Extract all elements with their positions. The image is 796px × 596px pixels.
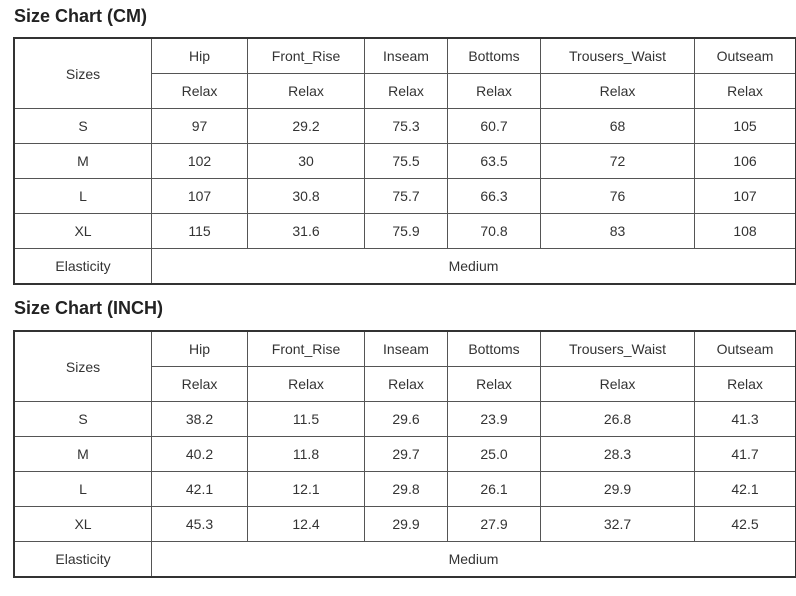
value-cell: 107 <box>695 179 796 214</box>
value-cell: 26.8 <box>541 402 695 437</box>
value-cell: 75.9 <box>365 214 448 249</box>
value-cell: 68 <box>541 109 695 144</box>
value-cell: 40.2 <box>152 437 248 472</box>
value-cell: 12.1 <box>248 472 365 507</box>
value-cell: 41.3 <box>695 402 796 437</box>
subheader-cell: Relax <box>365 367 448 402</box>
subheader-cell: Relax <box>248 74 365 109</box>
value-cell: 60.7 <box>448 109 541 144</box>
size-cell: XL <box>15 507 152 542</box>
sizes-header: Sizes <box>15 332 152 402</box>
value-cell: 41.7 <box>695 437 796 472</box>
elasticity-row <box>15 249 796 284</box>
table-row <box>15 472 796 507</box>
column-header-inseam: Inseam <box>365 39 448 74</box>
value-cell: 107 <box>152 179 248 214</box>
subheader-cell: Relax <box>541 367 695 402</box>
table-row <box>15 402 796 437</box>
subheader-cell: Relax <box>541 74 695 109</box>
value-cell: 42.1 <box>152 472 248 507</box>
value-cell: 75.3 <box>365 109 448 144</box>
size-cell: S <box>15 402 152 437</box>
column-header-front-rise: Front_Rise <box>248 332 365 367</box>
table-row <box>15 144 796 179</box>
value-cell: 11.8 <box>248 437 365 472</box>
subheader-cell: Relax <box>448 367 541 402</box>
value-cell: 72 <box>541 144 695 179</box>
column-header-outseam: Outseam <box>695 332 796 367</box>
value-cell: 29.8 <box>365 472 448 507</box>
value-cell: 102 <box>152 144 248 179</box>
value-cell: 97 <box>152 109 248 144</box>
value-cell: 12.4 <box>248 507 365 542</box>
value-cell: 70.8 <box>448 214 541 249</box>
value-cell: 42.5 <box>695 507 796 542</box>
size-table-cm <box>14 38 796 284</box>
size-cell: M <box>15 144 152 179</box>
subheader-cell: Relax <box>248 367 365 402</box>
value-cell: 105 <box>695 109 796 144</box>
value-cell: 29.7 <box>365 437 448 472</box>
value-cell: 11.5 <box>248 402 365 437</box>
table-row <box>15 507 796 542</box>
column-header-bottoms: Bottoms <box>448 39 541 74</box>
table-row <box>15 437 796 472</box>
sizes-header: Sizes <box>15 39 152 109</box>
value-cell: 28.3 <box>541 437 695 472</box>
subheader-cell: Relax <box>152 74 248 109</box>
size-cell: XL <box>15 214 152 249</box>
value-cell: 29.9 <box>365 507 448 542</box>
subheader-cell: Relax <box>695 74 796 109</box>
value-cell: 76 <box>541 179 695 214</box>
column-header-trousers-waist: Trousers_Waist <box>541 39 695 74</box>
value-cell: 83 <box>541 214 695 249</box>
value-cell: 27.9 <box>448 507 541 542</box>
table-row <box>15 214 796 249</box>
value-cell: 25.0 <box>448 437 541 472</box>
elasticity-label: Elasticity <box>15 249 152 284</box>
value-cell: 66.3 <box>448 179 541 214</box>
value-cell: 42.1 <box>695 472 796 507</box>
value-cell: 115 <box>152 214 248 249</box>
column-header-trousers-waist: Trousers_Waist <box>541 332 695 367</box>
column-header-outseam: Outseam <box>695 39 796 74</box>
value-cell: 30 <box>248 144 365 179</box>
value-cell: 32.7 <box>541 507 695 542</box>
size-cell: L <box>15 179 152 214</box>
size-cell: L <box>15 472 152 507</box>
subheader-cell: Relax <box>695 367 796 402</box>
value-cell: 23.9 <box>448 402 541 437</box>
value-cell: 63.5 <box>448 144 541 179</box>
header-row <box>15 39 796 74</box>
value-cell: 106 <box>695 144 796 179</box>
elasticity-label: Elasticity <box>15 542 152 577</box>
value-cell: 75.7 <box>365 179 448 214</box>
value-cell: 75.5 <box>365 144 448 179</box>
column-header-hip: Hip <box>152 39 248 74</box>
table-row <box>15 109 796 144</box>
header-row <box>15 332 796 367</box>
value-cell: 29.6 <box>365 402 448 437</box>
subheader-cell: Relax <box>152 367 248 402</box>
value-cell: 26.1 <box>448 472 541 507</box>
size-cell: S <box>15 109 152 144</box>
elasticity-value: Medium <box>152 249 796 284</box>
elasticity-value: Medium <box>152 542 796 577</box>
column-header-front-rise: Front_Rise <box>248 39 365 74</box>
size-cell: M <box>15 437 152 472</box>
column-header-bottoms: Bottoms <box>448 332 541 367</box>
value-cell: 45.3 <box>152 507 248 542</box>
column-header-inseam: Inseam <box>365 332 448 367</box>
section-title-cm: Size Chart (CM) <box>14 6 148 26</box>
value-cell: 30.8 <box>248 179 365 214</box>
size-table-inch <box>14 331 796 577</box>
value-cell: 108 <box>695 214 796 249</box>
subheader-cell: Relax <box>365 74 448 109</box>
table-row <box>15 179 796 214</box>
value-cell: 29.2 <box>248 109 365 144</box>
column-header-hip: Hip <box>152 332 248 367</box>
value-cell: 38.2 <box>152 402 248 437</box>
value-cell: 31.6 <box>248 214 365 249</box>
subheader-cell: Relax <box>448 74 541 109</box>
value-cell: 29.9 <box>541 472 695 507</box>
section-title-inch: Size Chart (INCH) <box>14 298 164 318</box>
elasticity-row <box>15 542 796 577</box>
